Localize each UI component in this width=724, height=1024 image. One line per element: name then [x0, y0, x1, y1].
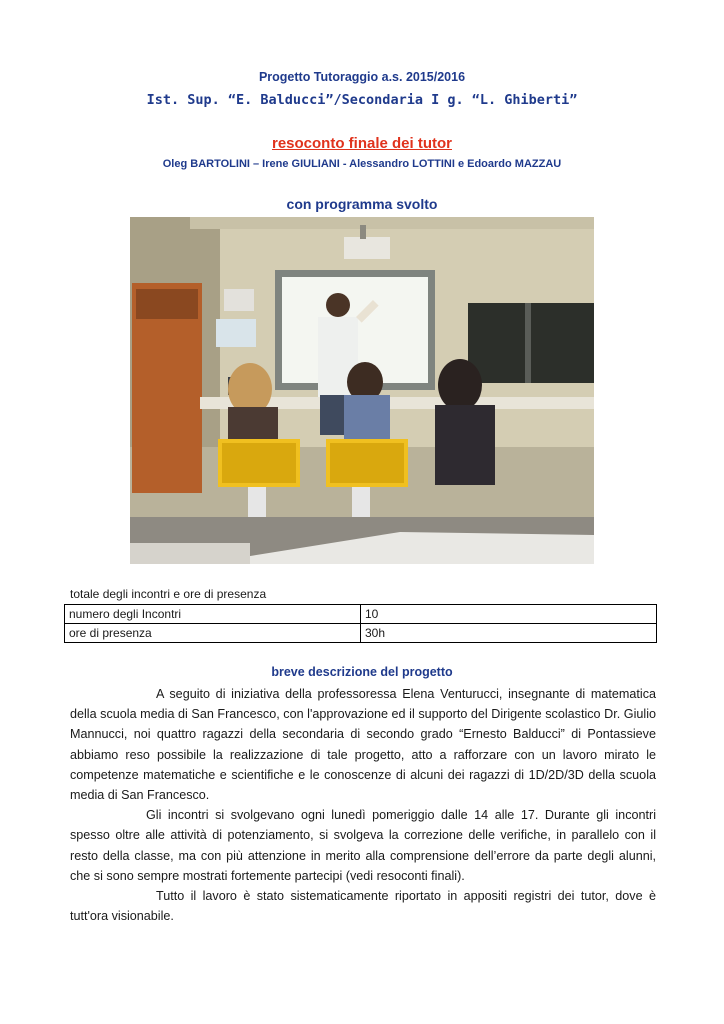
- report-title: resoconto finale dei tutor: [271, 135, 452, 152]
- hours-value: 30h: [361, 624, 657, 643]
- summary-caption: totale degli incontri e ore di presenza: [70, 587, 267, 601]
- description-body: [70, 684, 656, 926]
- table-row: [65, 605, 657, 624]
- meetings-value: 10: [361, 605, 657, 624]
- description-paragraph-1: A seguito di iniziativa della professoressa Elena Venturucci, insegnante di matematica della scuola media di San Francesco, con l'approvazione ed il supporto del Dirigente scolastico Dr. Giulio Mannucci, noi quattro ragazzi della secondaria di secondo grado “Ernesto Balducci” di Pontassieve abbiamo reso possibile la realizzazione di tale progetto, atto a rafforzare con un lavoro mirato le competenze matematiche e scientifiche e le conoscenze di alcuni dei ragazzi di 1D/2D/3D della scuola media di San Francesco.: [70, 687, 656, 803]
- description-paragraph-3: Tutto il lavoro è stato sistematicamente riportato in appositi registri dei tutor, dove è tutt'ora visionabile.: [70, 889, 656, 924]
- hours-label: ore di presenza: [65, 624, 361, 643]
- description-paragraph-2: Gli incontri si svolgevano ogni lunedì pomeriggio dalle 14 alle 17. Durante gli incontri spesso oltre alle attività di potenziamento, si svolgeva la correzione delle verifiche, in parallelo con il resto della classe, ma con più attenzione in merito alla comprensione dell’errore da parte degli alunni, che si sono sempre mostrati fortemente partecipi (vedi resoconti finali).: [70, 808, 656, 883]
- program-title: con programma svolto: [286, 196, 438, 212]
- meetings-label: numero degli Incontri: [65, 605, 361, 624]
- table-row: [65, 624, 657, 643]
- project-line: Progetto Tutoraggio a.s. 2015/2016: [258, 70, 466, 84]
- schools-line: Ist. Sup. “E. Balducci”/Secondaria I g. “L. Ghiberti”: [146, 92, 578, 108]
- classroom-photo: [130, 217, 594, 564]
- summary-table: [64, 604, 657, 643]
- description-title: breve descrizione del progetto: [271, 665, 453, 679]
- tutors-line: Oleg BARTOLINI – Irene GIULIANI - Alessandro LOTTINI e Edoardo MAZZAU: [162, 158, 562, 170]
